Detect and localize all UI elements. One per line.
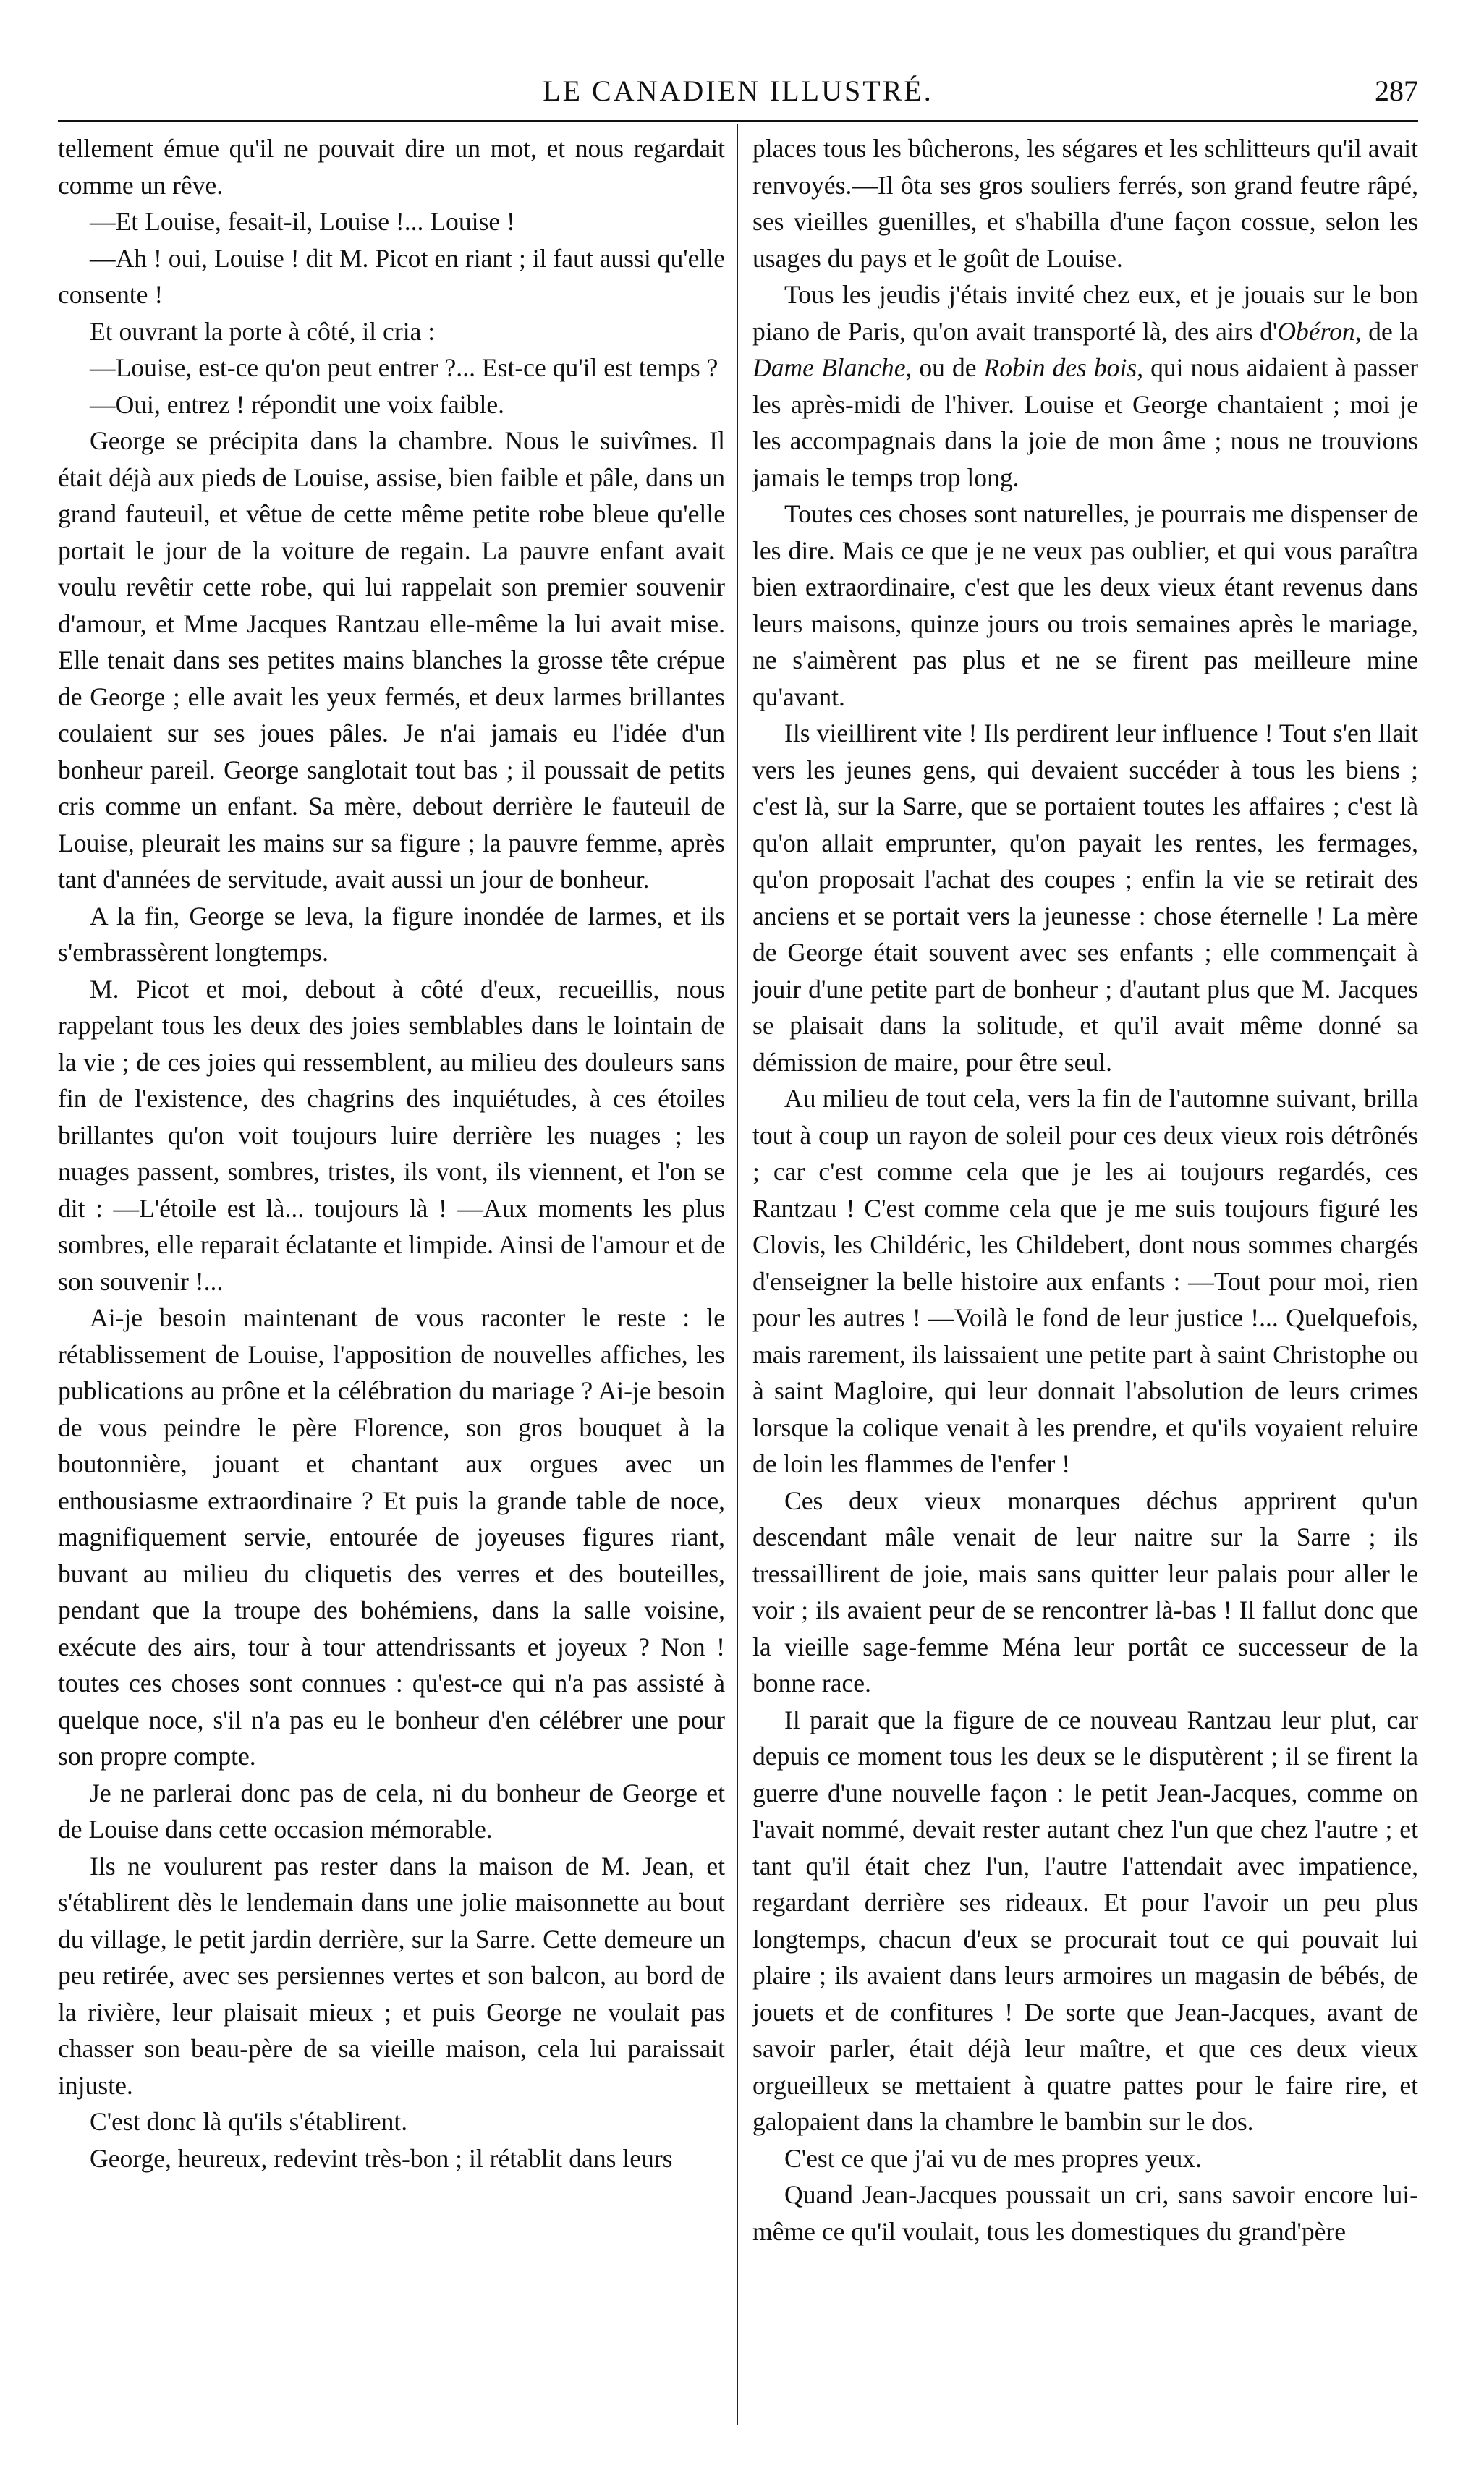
italic-title: Robin des bois — [983, 353, 1137, 382]
paragraph: Toutes ces choses sont naturelles, je pourrais me dispenser de les dire. Mais ce que je ne veux pas oublier, et qui vous paraîtra bien extraordinaire, c'est que les deux vieux étant revenus dans leurs maisons, quinze jours ou trois semaines après le mariage, ne s'aimèrent pas plus et ne se firent pas meilleure mine qu'avant. — [752, 499, 1418, 711]
paragraph: Quand Jean-Jacques poussait un cri, sans savoir encore lui-même ce qu'il voulait, tous les domestiques du grand'père — [752, 2180, 1418, 2246]
column-divider — [737, 124, 738, 2425]
paragraph: —Ah ! oui, Louise ! dit M. Picot en riant ; il faut aussi qu'elle consente ! — [58, 243, 725, 309]
paragraph: Ai-je besoin maintenant de vous raconter le reste : le rétablissement de Louise, l'apposition de nouvelles affiches, les publications au prône et la célébration du mariage ? Ai-je besoin de vous peindre le père Florence, son gros bouquet à la boutonnière, jouant et chantant aux orgues avec un enthousiasme extraordinaire ? Et puis la grande table de noce, magnifiquement servie, entourée de joyeuses figures riant, buvant au milieu du cliquetis des verres et des bouteilles, pendant que la troupe des bohémiens, dans la salle voisine, exécute des airs, tour à tour attendrissants et joyeux ? Non ! toutes ces choses sont connues : qu'est-ce qui n'a pas assisté à quelque noce, s'il n'a pas eu le bonheur d'en célébrer une pour son propre compte. — [58, 1303, 725, 1771]
text-run: , ou de — [905, 353, 984, 382]
page-header — [58, 67, 1418, 117]
paragraph: Et ouvrant la porte à côté, il cria : — [90, 316, 436, 346]
paragraph: C'est donc là qu'ils s'établirent. — [90, 2107, 408, 2136]
paragraph: A la fin, George se leva, la figure inondée de larmes, et ils s'embrassèrent longtemps. — [58, 901, 725, 967]
paragraph-operas — [752, 276, 1418, 496]
paragraph: George se précipita dans la chambre. Nous le suivîmes. Il était déjà aux pieds de Louise, assise, bien faible et pâle, dans un grand fauteuil, et vêtue de cette même petite robe bleue qu'elle portait le jour de la voiture de regain. La pauvre enfant avait voulu revêtir cette robe, qui lui rappelait son premier souvenir d'amour, et Mme Jacques Rantzau elle-même la lui avait mise. Elle tenait dans ses petites mains blanches la grosse tête crépue de George ; elle avait les yeux fermés, et deux larmes brillantes coulaient sur ses joues pâles. Je n'ai jamais eu l'idée d'un bonheur pareil. George sanglotait tout bas ; il poussait de petits cris comme un enfant. Sa mère, debout derrière le fauteuil de Louise, pleurait les mains sur sa figure ; la pauvre femme, après tant d'années de servitude, avait aussi un jour de bonheur. — [58, 426, 725, 894]
text-run: , de la — [1354, 316, 1418, 346]
paragraph: Je ne parlerai donc pas de cela, ni du bonheur de George et de Louise dans cette occasion mémorable. — [58, 1778, 725, 1844]
paragraph: Au milieu de tout cela, vers la fin de l'automne suivant, brilla tout à coup un rayon de soleil pour ces deux vieux rois détrônés ; car c'est comme cela que je les ai toujours regardés, ces Rantzau ! C'est comme cela que je me suis toujours figuré les Clovis, les Childéric, les Childebert, dont nous sommes chargés d'enseigner la belle histoire aux enfants : —Tout pour moi, rien pour les autres ! —Voilà le fond de leur justice !... Quelquefois, mais rarement, ils laissaient une petite part à saint Christophe ou à saint Magloire, qui leur donnait l'absolution de leurs crimes lorsque la colique venait à les prendre, et qu'ils voyaient reluire de loin les flammes de l'enfer ! — [752, 1084, 1418, 1478]
paragraph: Ces deux vieux monarques déchus apprirent qu'un descendant mâle venait de leur naitre sur la Sarre ; ils tressaillirent de joie, mais sans quitter leur palais pour aller le voir ; ils avaient peur de se rencontrer là-bas ! Il fallut donc que la vieille sage-femme Ména leur portât ce successeur de la bonne race. — [752, 1485, 1418, 1698]
paragraph: M. Picot et moi, debout à côté d'eux, recueillis, nous rappelant tous les deux des joies semblables dans le lointain de la vie ; de ces joies qui ressemblent, au milieu des douleurs sans fin de l'existence, des chagrins des inquiétudes, à ces étoiles brillantes qu'on voit toujours luire derrière les nuages ; les nuages passent, sombres, tristes, ils vont, ils viennent, et l'on se dit : —L'étoile est là... toujours là ! —Aux moments les plus sombres, elle reparait éclatante et limpide. Ainsi de l'amour et de son souvenir !... — [58, 974, 725, 1296]
paragraph: George, heureux, redevint très-bon ; il rétablit dans leurs — [90, 2143, 673, 2173]
text-run: , qui nous aidaient à passer les après-midi de l'hiver. Louise et George chantaient ; moi je les accompagnais dans la joie de mon âme ; nous ne trouvions jamais le temps trop long. — [752, 353, 1418, 492]
paragraph: —Et Louise, fesait-il, Louise !... Louise ! — [90, 207, 515, 236]
italic-title: Obéron — [1277, 316, 1355, 346]
paragraph: Il parait que la figure de ce nouveau Rantzau leur plut, car depuis ce moment tous les deux se le disputèrent ; il se firent la guerre d'une nouvelle façon : le petit Jean-Jacques, comme on l'avait nommé, devait rester autant chez l'un que chez l'autre ; et tant qu'il était chez l'un, l'autre l'attendait avec impatience, regardant derrière ses rideaux. Et pour l'avoir un peu plus longtemps, chacun d'eux se procurait tout ce qui pouvait lui plaire ; ils avaient dans leurs armoires un magasin de bébés, de jouets et de confitures ! De sorte que Jean-Jacques, avant de savoir parler, était déjà leur maître, et que ces deux vieux orgueilleux se mettaient à quatre pattes pour le faire rire, et galopaient dans la chambre le bambin sur le dos. — [752, 1705, 1418, 2136]
page-title: LE CANADIEN ILLUSTRÉ. — [543, 75, 933, 107]
left-column — [58, 130, 725, 2177]
paragraph: places tous les bûcherons, les ségares et les schlitteurs qu'il avait renvoyés.—Il ôta ses gros souliers ferrés, son grand feutre râpé, ses vieilles guenilles, et s'habilla d'une façon cossue, selon les usages du pays et le goût de Louise. — [752, 134, 1418, 273]
paragraph: Ils vieillirent vite ! Ils perdirent leur influence ! Tout s'en llait vers les jeunes gens, qui devaient succéder à tous les biens ; c'est là, sur la Sarre, que se portaient toutes les affaires ; c'est là qu'on allait emprunter, qu'on payait les rentes, les fermages, qu'on proposait l'achat des coupes ; enfin la vie se retirait des anciens et se portait vers la jeunesse : chose éternelle ! La mère de George était souvent avec ses enfants ; elle commençait à jouir d'une petite part de bonheur ; d'autant plus que M. Jacques se plaisait dans la solitude, et qu'il avait même donné sa démission de maire, pour être seul. — [752, 719, 1418, 1077]
paragraph: tellement émue qu'il ne pouvait dire un mot, et nous regardait comme un rêve. — [58, 134, 725, 200]
paragraph: Ils ne voulurent pas rester dans la maison de M. Jean, et s'établirent dès le lendemain dans une jolie maisonnette au bout du village, le petit jardin derrière, sur la Sarre. Cette demeure un peu retirée, avec ses persiennes vertes et son balcon, au bord de la rivière, leur plaisait mieux ; et puis George ne voulait pas chasser son beau-père de sa vieille maison, cela lui paraissait injuste. — [58, 1851, 725, 2100]
italic-title: Dame Blanche — [752, 353, 906, 382]
text-run: Tous les jeudis j'étais invité chez eux, et je jouais sur le bon piano de Paris, qu'on avait transporté là, des airs d' — [752, 280, 1418, 346]
page-number: 287 — [1375, 75, 1418, 107]
paragraph: —Louise, est-ce qu'on peut entrer ?... Est-ce qu'il est temps ? — [90, 353, 718, 382]
header-rule — [58, 120, 1418, 122]
paragraph: —Oui, entrez ! répondit une voix faible. — [90, 389, 505, 419]
paragraph: C'est ce que j'ai vu de mes propres yeux. — [784, 2143, 1202, 2173]
right-column — [752, 130, 1418, 2250]
